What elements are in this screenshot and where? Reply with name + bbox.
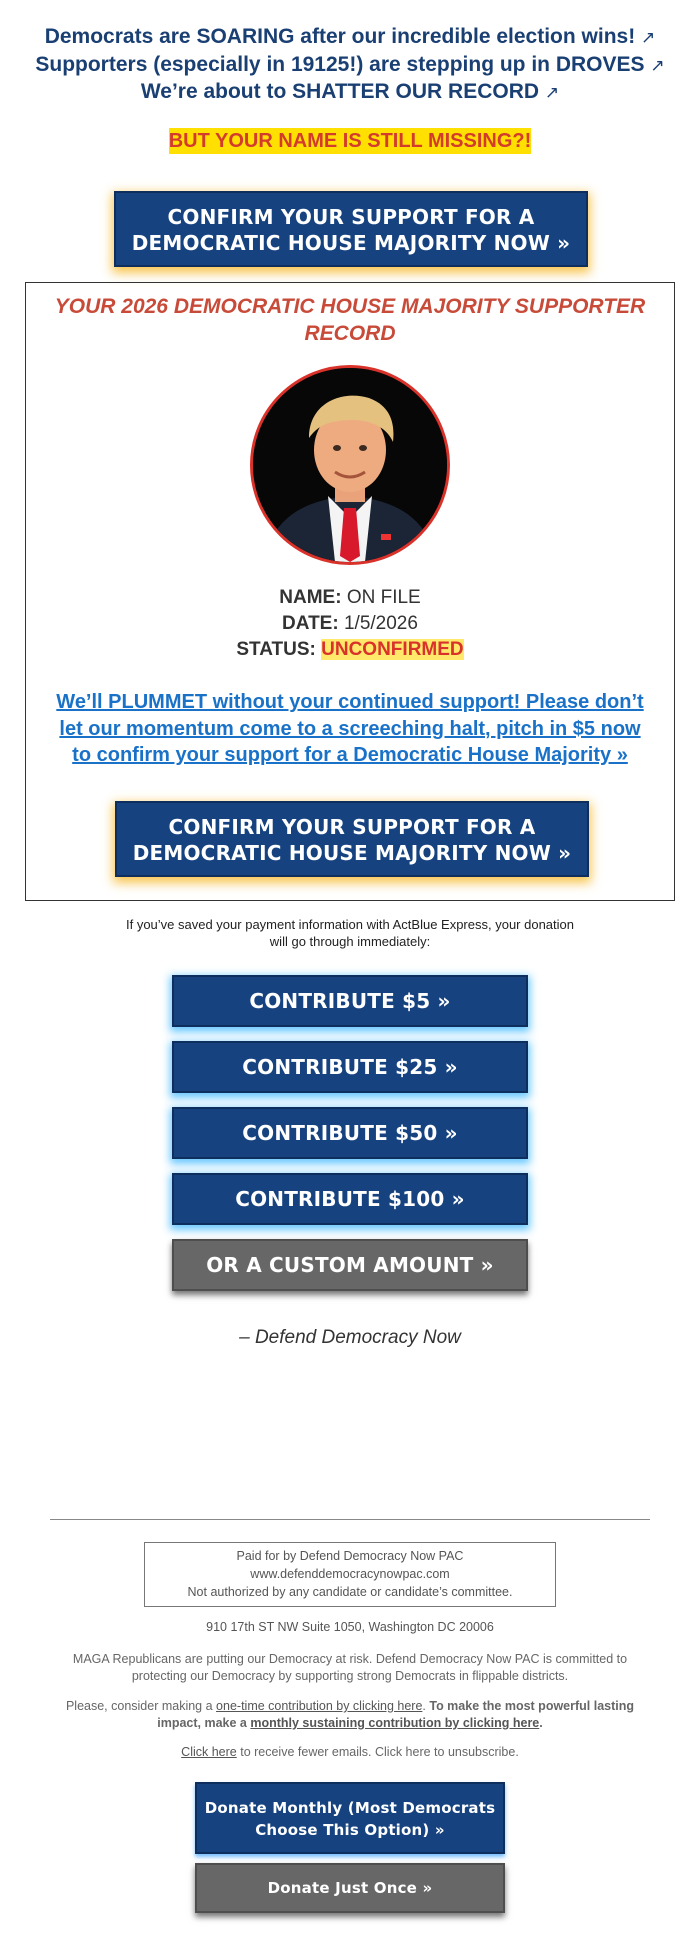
plea-line-2: let our momentum come to a screeching halt, pitch in $5 now [59,717,641,740]
headline-line-3: We’re about to SHATTER OUR RECORD [140,80,540,103]
plea-line-3: to confirm your support for a Democratic House Majority » [72,744,628,766]
consider-bold-text: To make the most powerful lasting [429,1699,635,1713]
mission-statement [60,1651,640,1685]
record-title-line-1: YOUR 2026 DEMOCRATIC HOUSE MAJORITY SUPPORTER [54,295,646,318]
headline [0,24,700,107]
contribute-25-button[interactable]: CONTRIBUTE $25 » [172,1041,528,1093]
portrait-image [253,368,447,562]
donate-monthly-line-1: Donate Monthly (Most Democrats [204,1799,496,1817]
paid-line-1: Paid for by Defend Democracy Now PAC [236,1549,464,1563]
express-line-1: If you’ve saved your payment information with ActBlue Express, your donation [125,917,574,932]
status-label: STATUS: [236,639,316,660]
date-label: DATE: [282,613,339,634]
date-value: 1/5/2026 [343,613,418,634]
missing-name-alert [0,130,700,153]
cta-line-1: CONFIRM YOUR SUPPORT FOR A [168,815,536,839]
confirm-support-button-top[interactable] [114,191,588,267]
custom-amount-button[interactable]: OR A CUSTOM AMOUNT » [172,1239,528,1291]
mission-line-1: MAGA Republicans are putting our Democracy at risk. Defend Democracy Now PAC is committed to [72,1652,628,1666]
mailing-address: 910 17th ST NW Suite 1050, Washington DC 20006 [206,1620,494,1634]
cta-line-1: CONFIRM YOUR SUPPORT FOR A [167,205,535,229]
confirm-support-button-bottom[interactable] [115,801,589,877]
consider-end: . [539,1716,543,1730]
contribute-100-button[interactable]: CONTRIBUTE $100 » [172,1173,528,1225]
portrait-photo [250,365,450,565]
email-preferences [0,1745,700,1759]
express-line-2: will go through immediately: [269,934,431,949]
contribute-5-button[interactable]: CONTRIBUTE $5 » [172,975,528,1027]
unsubscribe-text: to receive fewer emails. Click here to unsubscribe. [236,1745,519,1759]
paid-for-box [144,1542,556,1607]
name-value: ON FILE [346,587,421,608]
missing-name-text: BUT YOUR NAME IS STILL MISSING?! [168,130,532,152]
monthly-contribution-link[interactable]: monthly sustaining contribution by clicking here [250,1716,540,1730]
signature: – Defend Democracy Now [239,1327,461,1348]
fewer-emails-link[interactable]: Click here [181,1745,237,1759]
plea-line-1: We’ll PLUMMET without your continued support! Please don’t [56,691,644,713]
record-title [26,293,674,347]
donate-once-button[interactable]: Donate Just Once » [195,1863,505,1913]
one-time-contribution-link[interactable]: one-time contribution by clicking here [216,1699,423,1713]
record-title-line-2: RECORD [304,322,396,345]
trend-arrow-icon: ↗ [544,83,560,102]
pitch-in-link[interactable] [38,689,662,769]
consider-text: Please, consider making a [65,1699,217,1713]
cta-line-2: DEMOCRATIC HOUSE MAJORITY NOW » [132,841,572,865]
donate-monthly-line-2: Choose This Option) » [255,1821,445,1839]
consider-bold-text-2: impact, make a [157,1716,251,1730]
supporter-record-card [25,282,675,901]
record-info [26,585,674,663]
trend-arrow-icon: ↗ [641,28,656,47]
headline-line-2: Supporters (especially in 19125!) are stepping up in DROVES [35,52,645,76]
actblue-express-note [120,916,580,950]
footer-divider [50,1519,650,1520]
consider-separator: . [422,1699,430,1713]
mission-line-2: protecting our Democracy by supporting strong Democrats in flippable districts. [131,1669,569,1683]
name-label: NAME: [279,587,342,608]
contribution-options-text [55,1698,645,1732]
headline-line-1: Democrats are SOARING after our incredible election wins! [44,25,636,48]
paid-line-2: www.defenddemocracynowpac.com [250,1567,450,1581]
paid-line-3: Not authorized by any candidate or candidate’s committee. [187,1585,513,1599]
contribute-50-button[interactable]: CONTRIBUTE $50 » [172,1107,528,1159]
donate-monthly-button[interactable] [195,1782,505,1854]
status-badge: UNCONFIRMED [321,639,464,660]
trend-arrow-icon: ↗ [650,55,665,75]
cta-line-2: DEMOCRATIC HOUSE MAJORITY NOW » [131,231,571,255]
